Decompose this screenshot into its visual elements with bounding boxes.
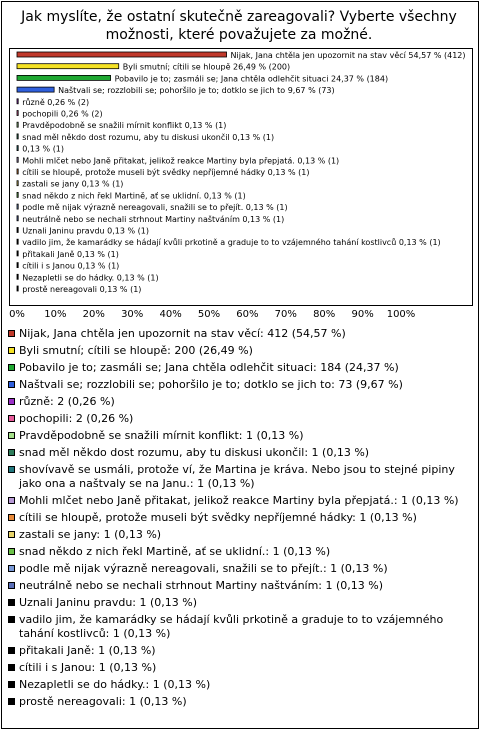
legend-item [8,613,472,641]
legend-item [8,528,472,542]
legend-swatch [8,514,15,521]
legend-swatch [8,582,15,589]
bar-8 [17,146,18,151]
x-tick-label: 50% [197,309,221,320]
bar-label-19: Nezapletli se do hádky. 0,13 % (1) [22,273,159,283]
bar-7 [17,134,18,139]
bar-18 [17,263,18,268]
legend-item [8,562,472,576]
legend-label: Nezapletli se do hádky.: 1 (0,13 %) [19,678,211,691]
legend-item [8,596,472,610]
bar-label-2: Pobavilo je to; zasmáli se; Jana chtěla odlehčit situaci 24,37 % (184) [114,74,389,84]
bar-17 [17,251,18,256]
x-tick-label: 90% [351,309,374,320]
bars-svg [10,49,472,305]
bar-label-11: zastali se jany 0,13 % (1) [22,179,124,189]
bar-label-8: 0,13 % (1) [22,144,65,154]
bar-label-6: Pravděpodobně se snažili mírnit konflikt 0,13 % (1) [22,121,227,131]
x-tick-label: 40% [159,309,182,320]
legend-label: vadilo jim, že kamarádky se hádají kvůli prkotině a graduje to to vzájemného tahání kostlivců: 1 (0,13 %) [19,613,444,640]
bar-12 [17,192,18,197]
legend-item [8,494,472,508]
legend-swatch [8,548,15,555]
bar-13 [17,204,18,209]
legend-label: prostě nereagovali: 1 (0,13 %) [19,695,187,708]
legend-label: Pravděpodobně se snažili mírnit konflikt: 1 (0,13 %) [19,429,304,442]
bar-label-16: vadilo jim, že kamarádky se hádají kvůli prkotině a graduje to to vzájemného tahání kostlivců 0,13 % (1) [22,238,441,248]
legend-item [8,378,472,392]
legend-label: Naštvali se; rozzlobili se; pohoršilo je to; dotklo se jich to: 73 (9,67 %) [19,378,403,391]
legend-label: Byli smutní; cítili se hloupě: 200 (26,49 %) [19,344,253,357]
legend-swatch [8,681,15,688]
x-tick-label: 60% [236,309,259,320]
bar-label-20: prostě nereagovali 0,13 % (1) [22,285,142,294]
legend-label: cítili se hloupě, protože museli být svědky nepříjemné hádky: 1 (0,13 %) [19,511,417,524]
bar-label-10: cítili se hloupě, protože museli být svědky nepříjemné hádky 0,13 % (1) [22,168,310,177]
bar-10 [17,169,18,174]
bar-label-9: Mohli mlčet nebo Janě přitakat, jelikož reakce Martiny byla přepjatá. 0,13 % (1) [22,156,340,166]
legend-item [8,446,472,460]
legend-swatch [8,698,15,705]
legend-item [8,579,472,593]
bar-16 [17,239,18,244]
bar-label-4: různě 0,26 % (2) [22,97,90,107]
legend-item [8,327,472,341]
legend-item [8,429,472,443]
x-tick-label: 100% [386,309,416,320]
plot-area [9,48,473,306]
legend-label: snad měl někdo dost rozumu, aby tu diskusi ukončil: 1 (0,13 %) [19,446,370,459]
bar-label-15: Uznali Janinu pravdu 0,13 % (1) [22,226,149,236]
bar-label-7: snad měl někdo dost rozumu, aby tu diskusi ukončil 0,13 % (1) [22,132,275,142]
legend-swatch [8,466,15,473]
bar-label-0: Nijak, Jana chtěla jen upozornit na stav věcí 54,57 % (412) [230,51,466,60]
legend-swatch [8,398,15,405]
bar-1 [17,64,119,69]
legend-item [8,361,472,375]
bar-6 [17,122,18,127]
x-tick-label: 20% [82,309,105,320]
legend-label: shovívavě se usmáli, protože ví, že Martina je kráva. Nebo jsou to stejné pipiny jako ona a naštvaly se na Janu.: 1 (0,13 %) [19,463,455,490]
x-axis [0,309,480,325]
legend-swatch [8,347,15,354]
legend-item [8,511,472,525]
legend-item [8,395,472,409]
legend-label: snad někdo z nich řekl Martině, ať se uklidní.: 1 (0,13 %) [19,545,331,558]
legend-item [8,695,472,709]
bar-label-1: Byli smutní; cítili se hloupě 26,49 % (200) [122,62,291,72]
legend-swatch [8,599,15,606]
legend-label: neutrálně nebo se nechali strhnout Martiny naštváním: 1 (0,13 %) [19,579,384,592]
legend-item [8,661,472,675]
bar-11 [17,181,18,186]
legend-item [8,412,472,426]
legend-label: Pobavilo je to; zasmáli se; Jana chtěla odlehčit situaci: 184 (24,37 %) [19,361,399,374]
legend-item [8,678,472,692]
bar-label-5: pochopili 0,26 % (2) [22,109,103,119]
legend-label: různě: 2 (0,26 %) [19,395,115,408]
legend-label: pochopili: 2 (0,26 %) [19,412,134,425]
legend-label: Nijak, Jana chtěla jen upozornit na stav věcí: 412 (54,57 %) [19,327,346,340]
legend-item [8,545,472,559]
x-tick-label: 70% [274,309,297,320]
legend-swatch [8,664,15,671]
x-tick-label: 30% [121,309,144,320]
legend-item [8,463,472,491]
bar-label-18: cítili i s Janou 0,13 % (1) [22,261,120,271]
bar-label-17: přitakali Janě 0,13 % (1) [22,249,119,259]
x-tick-label: 80% [313,309,336,320]
legend-swatch [8,449,15,456]
legend-label: přitakali Janě: 1 (0,13 %) [19,644,156,657]
bar-19 [17,274,18,279]
chart-title: Jak myslíte, že ostatní skutečně zareagovali? Vyberte všechny možnosti, které považujete za možné. [21,9,457,43]
legend-swatch [8,647,15,654]
legend-label: zastali se jany: 1 (0,13 %) [19,528,162,541]
bar-2 [17,75,111,80]
bar-label-14: neutrálně nebo se nechali strhnout Martiny naštváním 0,13 % (1) [22,214,285,224]
legend-label: Mohli mlčet nebo Janě přitakat, jelikož reakce Martiny byla přepjatá.: 1 (0,13 %) [19,494,459,507]
bar-label-12: snad někdo z nich řekl Martině, ať se uklidní. 0,13 % (1) [22,191,246,201]
legend-swatch [8,364,15,371]
legend-item [8,344,472,358]
bar-label-3: Naštvali se; rozzlobili se; pohoršilo je to; dotklo se jich to 9,67 % (73) [58,86,335,96]
x-tick-label: 10% [44,309,67,320]
bar-15 [17,228,18,233]
legend-label: podle mě nijak výrazně nereagovali, snažili se to přejít.: 1 (0,13 %) [19,562,388,575]
bar-0 [17,52,227,57]
legend-swatch [8,381,15,388]
legend-item [8,644,472,658]
bar-9 [17,157,18,162]
legend-swatch [8,415,15,422]
legend-swatch [8,432,15,439]
bar-20 [17,286,18,291]
bar-label-13: podle mě nijak výrazně nereagovali, snažili se to přejít. 0,13 % (1) [22,203,288,213]
bar-5 [17,111,18,116]
legend-label: cítili i s Janou: 1 (0,13 %) [19,661,157,674]
legend-swatch [8,497,15,504]
bar-14 [17,216,18,221]
legend-swatch [8,565,15,572]
legend-swatch [8,330,15,337]
legend-label: Uznali Janinu pravdu: 1 (0,13 %) [19,596,198,609]
x-tick-label: 0% [9,309,25,320]
bar-4 [17,99,18,104]
legend-swatch [8,616,15,623]
legend [8,327,472,712]
bar-3 [17,87,54,92]
legend-swatch [8,531,15,538]
